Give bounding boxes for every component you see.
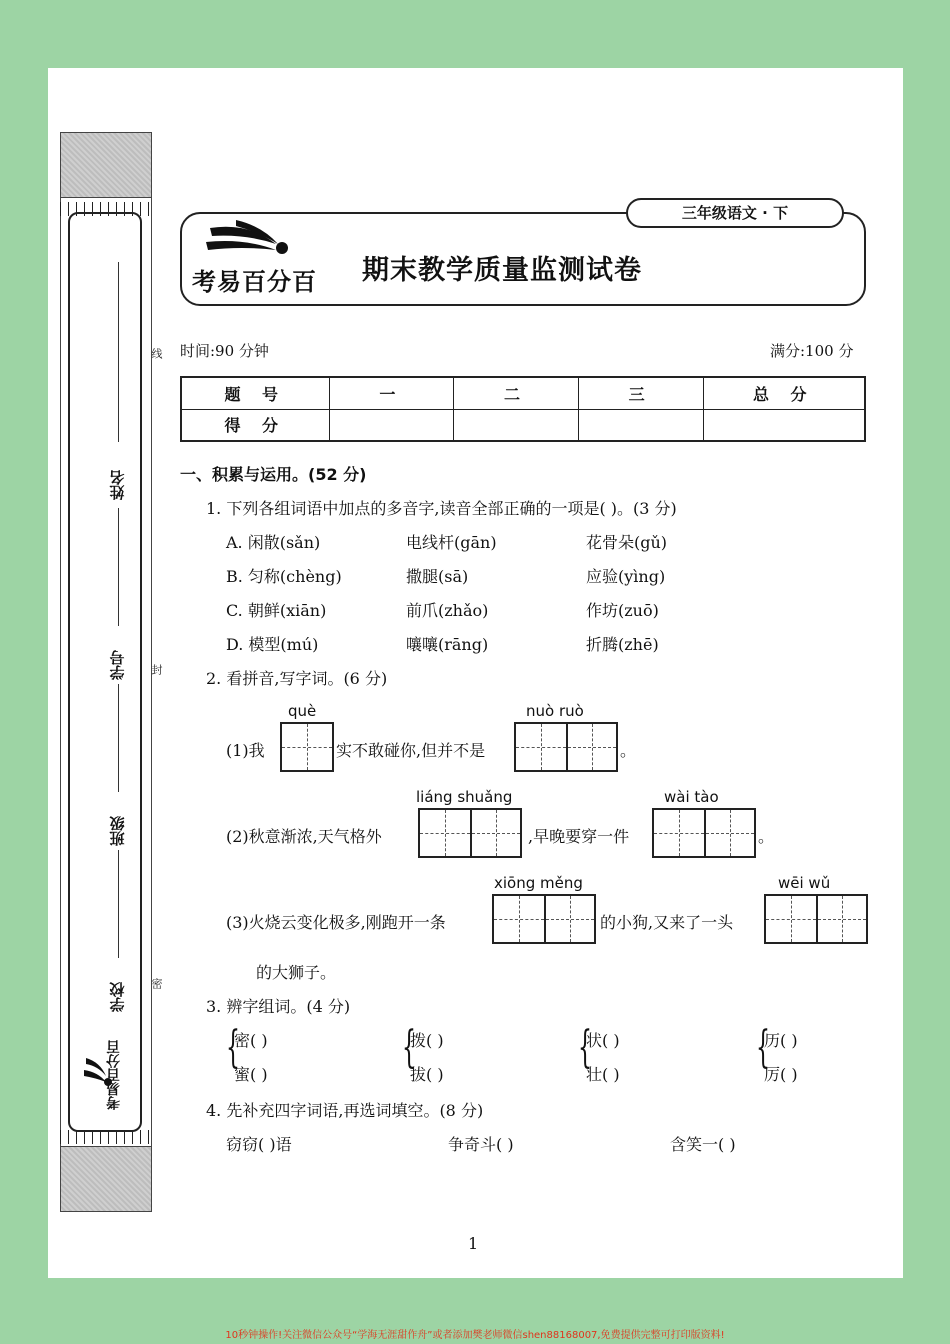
score-table bbox=[180, 376, 866, 442]
q1-option-b[interactable]: B. 匀称(chèng) bbox=[226, 567, 342, 586]
score-cell: 一 bbox=[329, 377, 454, 409]
score-cell: 二 bbox=[454, 377, 579, 409]
school-label: 学校 bbox=[108, 982, 127, 1012]
promo-footer: 10秒钟操作!关注微信公众号“学海无涯甜作舟”或者添加樊老师微信shen88168007,免费提供完整可打印版资料! bbox=[225, 1330, 725, 1341]
q1-option-c[interactable]: C. 朝鲜(xiān) bbox=[226, 601, 327, 620]
score-cell: 得 分 bbox=[181, 409, 329, 441]
exam-title: 期末教学质量监测试卷 bbox=[362, 255, 642, 286]
sentence-text: 的大狮子。 bbox=[256, 963, 337, 982]
name-field-line[interactable] bbox=[118, 262, 119, 442]
score-input-cell[interactable] bbox=[578, 409, 703, 441]
q1-option-b-word: 撒腿(sā) bbox=[406, 567, 469, 586]
school-field-line[interactable] bbox=[118, 850, 119, 958]
question-1-stem: 1. 下列各组词语中加点的多音字,读音全部正确的一项是( )。(3 分) bbox=[206, 499, 677, 518]
q1-option-a-word: 电线杆(gān) bbox=[406, 533, 497, 552]
q1-option-d-word: 嚷嚷(rāng) bbox=[406, 635, 489, 654]
brand-name: 考易百分百 bbox=[192, 268, 317, 296]
word-pair-item[interactable]: 密( ) bbox=[234, 1031, 268, 1050]
writing-grid[interactable] bbox=[764, 894, 868, 944]
sentence-text: 。 bbox=[620, 741, 637, 760]
word-pair-item[interactable]: 蜜( ) bbox=[234, 1065, 268, 1084]
cut-mark-close: 密 bbox=[150, 978, 163, 989]
binding-strip-bottom bbox=[60, 1146, 152, 1212]
writing-grid[interactable] bbox=[492, 894, 596, 944]
student-number-field-line[interactable] bbox=[118, 508, 119, 626]
score-cell: 总 分 bbox=[703, 377, 865, 409]
page-number: 1 bbox=[468, 1234, 479, 1253]
q1-option-d[interactable]: D. 模型(mú) bbox=[226, 635, 319, 654]
pinyin: liáng shuǎng bbox=[416, 788, 513, 806]
writing-grid[interactable] bbox=[652, 808, 756, 858]
sentence-text: ,早晚要穿一件 bbox=[528, 827, 630, 846]
q1-option-a[interactable]: A. 闲散(sǎn) bbox=[226, 533, 321, 552]
score-table-header-row bbox=[181, 377, 865, 409]
brace: { bbox=[756, 1022, 770, 1073]
question-3-stem: 3. 辨字组词。(4 分) bbox=[206, 997, 351, 1016]
writing-grid[interactable] bbox=[418, 808, 522, 858]
word-pair-item[interactable]: 拨( ) bbox=[410, 1031, 444, 1050]
pinyin: què bbox=[288, 702, 317, 720]
exam-time: 时间:90 分钟 bbox=[180, 342, 269, 360]
idiom-fill-item[interactable]: 窃窃( )语 bbox=[226, 1135, 292, 1154]
score-table-score-row bbox=[181, 409, 865, 441]
pinyin: xiōng měng bbox=[494, 874, 583, 892]
student-number-label: 学号 bbox=[108, 650, 127, 680]
sentence-text: (2)秋意渐浓,天气格外 bbox=[226, 827, 382, 846]
score-input-cell[interactable] bbox=[329, 409, 454, 441]
brace: { bbox=[226, 1022, 240, 1073]
cut-mark-seal: 封 bbox=[150, 664, 163, 675]
score-input-cell[interactable] bbox=[703, 409, 865, 441]
q1-option-b-word: 应验(yìng) bbox=[586, 567, 666, 586]
score-cell: 题 号 bbox=[181, 377, 329, 409]
q1-option-a-word: 花骨朵(gǔ) bbox=[586, 533, 668, 552]
q1-option-c-word: 前爪(zhǎo) bbox=[406, 601, 489, 620]
word-pair-item[interactable]: 壮( ) bbox=[586, 1065, 620, 1084]
cut-mark-line: 线 bbox=[150, 348, 163, 359]
brand-logo-icon bbox=[196, 218, 300, 262]
score-input-cell[interactable] bbox=[454, 409, 579, 441]
class-label: 班级 bbox=[108, 816, 127, 846]
pinyin: nuò ruò bbox=[526, 702, 584, 720]
sentence-text: 实不敢碰你,但并不是 bbox=[336, 741, 486, 760]
writing-grid[interactable] bbox=[514, 722, 618, 772]
score-cell: 三 bbox=[578, 377, 703, 409]
word-pair-item[interactable]: 历( ) bbox=[764, 1031, 798, 1050]
q1-option-c-word: 作坊(zuō) bbox=[586, 601, 659, 620]
pinyin: wēi wǔ bbox=[778, 874, 831, 892]
full-score: 满分:100 分 bbox=[770, 342, 854, 360]
sentence-text: (3)火烧云变化极多,刚跑开一条 bbox=[226, 913, 446, 932]
idiom-fill-item[interactable]: 含笑一( ) bbox=[670, 1135, 736, 1154]
sentence-text: 。 bbox=[758, 827, 775, 846]
question-2-stem: 2. 看拼音,写字词。(6 分) bbox=[206, 669, 388, 688]
side-logo-text: 考易百分百 bbox=[106, 1040, 122, 1110]
idiom-fill-item[interactable]: 争奇斗( ) bbox=[448, 1135, 514, 1154]
sentence-text: 的小狗,又来了一头 bbox=[600, 913, 734, 932]
grade-tag: 三年级语文 · 下 bbox=[626, 198, 844, 228]
section-title: 一、积累与运用。(52 分) bbox=[180, 465, 367, 484]
word-pair-item[interactable]: 状( ) bbox=[586, 1031, 620, 1050]
name-label: 姓名 bbox=[108, 470, 127, 500]
brace: { bbox=[578, 1022, 592, 1073]
word-pair-item[interactable]: 厉( ) bbox=[764, 1065, 798, 1084]
question-4-stem: 4. 先补充四字词语,再选词填空。(8 分) bbox=[206, 1101, 484, 1120]
binding-dash-bottom bbox=[60, 1130, 152, 1144]
pinyin: wài tào bbox=[664, 788, 719, 806]
brace: { bbox=[402, 1022, 416, 1073]
class-field-line[interactable] bbox=[118, 684, 119, 792]
sentence-text: (1)我 bbox=[226, 741, 265, 760]
word-pair-item[interactable]: 拔( ) bbox=[410, 1065, 444, 1084]
binding-strip-top bbox=[60, 132, 152, 198]
writing-grid[interactable] bbox=[280, 722, 334, 772]
q1-option-d-word: 折腾(zhē) bbox=[586, 635, 659, 654]
